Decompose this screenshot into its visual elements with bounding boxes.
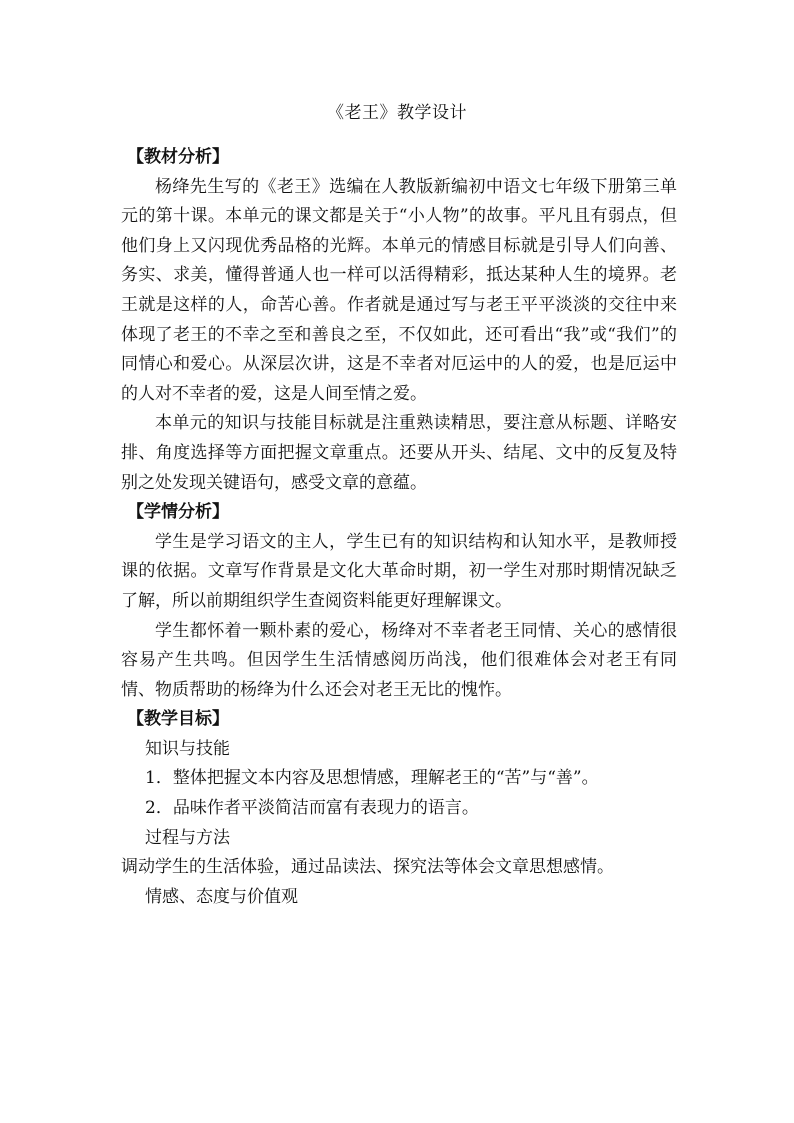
material-analysis-paragraph-2: 本单元的知识与技能目标就是注重熟读精思，要注意从标题、详略安排、角度选择等方面把握文章重点。还要从开头、结尾、文中的反复及特别之处发现关键语句，感受文章的意蕴。	[121, 413, 677, 493]
student-analysis-paragraph-1: 学生是学习语文的主人，学生已有的知识结构和认知水平，是教师授课的依据。文章写作背景是文化大革命时期，初一学生对那时期情况缺乏了解，所以前期组织学生查阅资料能更好理解课文。	[121, 531, 677, 611]
process-methods-label: 过程与方法	[145, 827, 230, 848]
knowledge-item-2: 2．品味作者平淡简洁而富有表现力的语言。	[145, 798, 479, 819]
knowledge-skills-label: 知识与技能	[145, 738, 230, 759]
student-analysis-paragraph-2: 学生都怀着一颗朴素的爱心，杨绛对不幸者老王同情、关心的感情很容易产生共鸣。但因学生生活情感阅历尚浅，他们很难体会对老王有同情、物质帮助的杨绛为什么还会对老王无比的愧怍。	[121, 620, 677, 700]
section-heading-teaching-goals: 【教学目标】	[127, 709, 229, 730]
section-heading-student-analysis: 【学情分析】	[127, 502, 229, 523]
process-methods-text: 调动学生的生活体验，通过品读法、探究法等体会文章思想感情。	[121, 857, 614, 878]
material-analysis-paragraph-1: 杨绛先生写的《老王》选编在人教版新编初中语文七年级下册第三单元的第十课。本单元的课文都是关于“小人物”的故事。平凡且有弱点，但他们身上又闪现优秀品格的光辉。本单元的情感目标就是引导人们向善、务实、求美，懂得普通人也一样可以活得精彩，抵达某种人生的境界。老王就是这样的人，命苦心善。作者就是通过写与老王平平淡淡的交往中来体现了老王的不幸之至和善良之至，不仅如此，还可看出“我”或“我们”的同情心和爱心。从深层次讲，这是不幸者对厄运中的人的爱，也是厄运中的人对不幸者的爱，这是人间至情之爱。	[121, 176, 677, 404]
document-body	[121, 143, 677, 912]
emotion-attitude-values-label: 情感、态度与价值观	[145, 886, 298, 907]
knowledge-item-1: 1．整体把握文本内容及思想情感，理解老王的“苦”与“善”。	[145, 768, 599, 789]
section-heading-material-analysis: 【教材分析】	[127, 147, 229, 167]
document-title: 《老王》教学设计	[327, 103, 467, 123]
